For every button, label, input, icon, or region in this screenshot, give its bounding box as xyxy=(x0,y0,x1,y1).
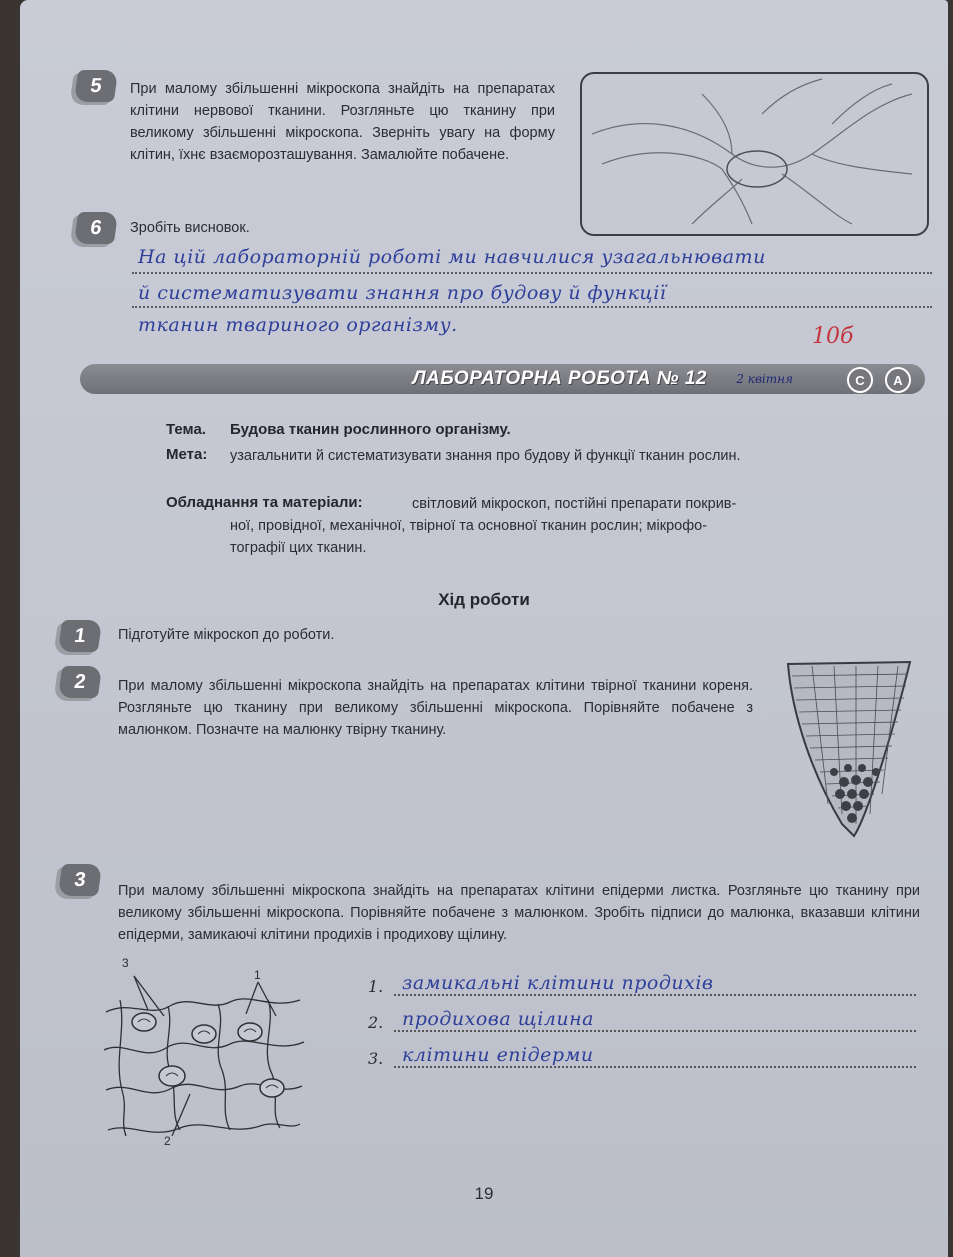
answer-number-1: 1. xyxy=(368,977,384,996)
step-badge-1: 1 xyxy=(58,620,102,652)
lab-title: ЛАБОРАТОРНА РОБОТА № 12 xyxy=(412,368,707,389)
epidermis-drawing xyxy=(100,970,310,1150)
goal-label: Мета: xyxy=(166,446,208,463)
step1-text: Підготуйте мікроскоп до роботи. xyxy=(118,627,335,643)
callout-2: 2 xyxy=(164,1134,171,1148)
answer-dotted-line-2 xyxy=(394,1030,916,1032)
goal-value: узагальнити й систематизувати знання про будову й функції тканин рослин. xyxy=(230,448,741,464)
topic-label: Тема. xyxy=(166,421,206,438)
equipment-line-1: світловий мікроскоп, постійні препарати покрив- xyxy=(412,496,737,512)
step-badge-3: 3 xyxy=(58,864,102,896)
answer-row-2 xyxy=(368,1010,916,1034)
task5-text: При малому збільшенні мікроскопа знайдіть на препаратах клітини нервової тканини. Розгляньте цю тканину при великому збільшенні мікроскопа. Зверніть увагу на форму клітин, їхнє взаєморозташування. Замалюйте побачене. xyxy=(130,81,555,163)
handwritten-answer-2: продихова щілина xyxy=(402,1008,594,1030)
level-badge-c: С xyxy=(847,367,873,393)
topic-value: Будова тканин рослинного організму. xyxy=(230,421,511,438)
workbook-page xyxy=(20,0,948,1257)
handwritten-conclusion-line-2: й систематизувати знання про будову й функції xyxy=(138,282,667,304)
task-badge-5: 5 xyxy=(74,70,118,102)
answer-row-3 xyxy=(368,1046,916,1070)
equipment-line-2: ної, провідної, механічної, твірної та основної тканин рослин; мікрофо- xyxy=(230,518,708,534)
task6-text: Зробіть висновок. xyxy=(130,220,250,236)
callout-1: 1 xyxy=(254,968,261,982)
procedure-heading: Хід роботи xyxy=(438,590,530,609)
equipment-line-3: тографії цих тканин. xyxy=(230,540,367,556)
root-tip-illustration xyxy=(782,654,918,844)
teacher-grade-mark: 10б xyxy=(812,324,854,349)
equipment-value xyxy=(230,493,820,559)
conclusion-line-2 xyxy=(132,306,932,308)
nerve-cell-sketch xyxy=(582,74,927,234)
handwritten-conclusion-line-3: тканин твариного організму. xyxy=(138,314,458,336)
task-badge-6: 6 xyxy=(74,212,118,244)
answer-row-1 xyxy=(368,974,916,998)
callout-3: 3 xyxy=(122,956,129,970)
step2-text: При малому збільшенні мікроскопа знайдіть на препаратах клітини твірної тканини кореня. Розгляньте цю тканину при великому збільшенні мікроскопа. Порівняйте побачене з малюнком. Позначте на малюнку твірну тканину. xyxy=(118,678,753,738)
answer-dotted-line-1 xyxy=(394,994,916,996)
page-number: 19 xyxy=(474,1184,494,1203)
handwritten-date: 2 квітня xyxy=(736,372,793,386)
nerve-tissue-drawing-box xyxy=(580,72,929,236)
answer-number-2: 2. xyxy=(368,1013,384,1032)
handwritten-answer-1: замикальні клітини продихів xyxy=(402,972,714,994)
root-tip-drawing xyxy=(782,654,918,844)
level-badge-a: А xyxy=(885,367,911,393)
step3-text: При малому збільшенні мікроскопа знайдіть на препаратах клітини епідерми листка. Розгляньте цю тканину при великому збільшенні мікроскопа. Порівняйте побачене з малюнком. Зробіть підписи до малюнка, вказавши клітини епідерми, замикаючі клітини продихів і продихову щілину. xyxy=(118,883,920,943)
answer-dotted-line-3 xyxy=(394,1066,916,1068)
equipment-label: Обладнання та матеріали: xyxy=(166,494,363,511)
conclusion-line-1 xyxy=(132,272,932,274)
step-badge-2: 2 xyxy=(58,666,102,698)
handwritten-answer-3: клітини епідерми xyxy=(402,1044,594,1066)
handwritten-conclusion-line-1: На цій лабораторній роботі ми навчилися узагальнювати xyxy=(138,246,766,268)
answer-number-3: 3. xyxy=(368,1049,384,1068)
epidermis-illustration xyxy=(100,956,310,1156)
lab-header-banner xyxy=(80,364,925,394)
